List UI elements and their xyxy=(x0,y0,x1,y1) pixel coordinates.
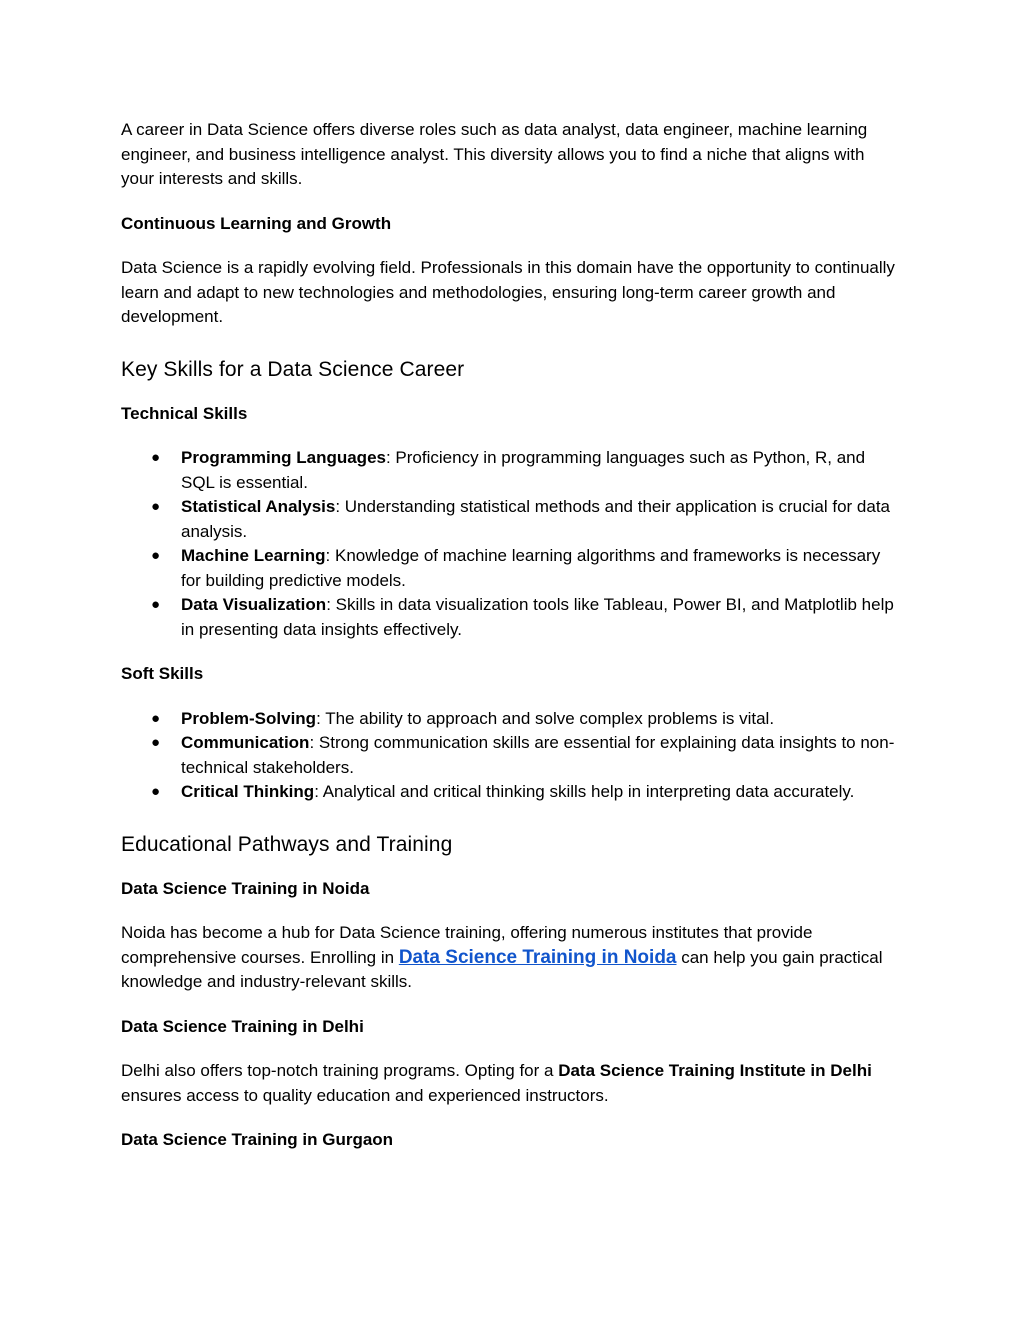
key-skills-heading: Key Skills for a Data Science Career xyxy=(121,357,465,381)
bullet-icon: ● xyxy=(151,734,161,751)
noida-training-heading: Data Science Training in Noida xyxy=(121,878,370,898)
bullet-icon: ● xyxy=(151,449,161,466)
skill-term: Machine Learning xyxy=(181,546,326,565)
delhi-training-paragraph xyxy=(121,1059,896,1108)
continuous-learning-heading: Continuous Learning and Growth xyxy=(121,213,392,233)
education-heading: Educational Pathways and Training xyxy=(121,832,453,856)
delhi-training-heading: Data Science Training in Delhi xyxy=(121,1016,364,1036)
gurgaon-training-heading: Data Science Training in Gurgaon xyxy=(121,1130,394,1149)
list-item xyxy=(121,593,896,642)
skill-description: : Strong communication skills are essential for explaining data insights to non-technical stakeholders. xyxy=(181,733,895,777)
delhi-text-before: Delhi also offers top-notch training programs. Opting for a xyxy=(121,1061,559,1080)
noida-training-link[interactable]: Data Science Training in Noida xyxy=(398,946,677,968)
skill-term: Critical Thinking xyxy=(181,782,315,801)
delhi-text-after: ensures access to quality education and experienced instructors. xyxy=(121,1085,609,1105)
skill-description: : Understanding statistical methods and their application is crucial for data analysis. xyxy=(181,497,891,541)
skill-description: : Knowledge of machine learning algorithms and frameworks is necessary for building predictive models. xyxy=(181,546,881,590)
delhi-institute-bold: Data Science Training Institute in Delhi xyxy=(558,1061,872,1080)
skill-description: : Analytical and critical thinking skills help in interpreting data accurately. xyxy=(314,782,855,801)
skill-term: Statistical Analysis xyxy=(181,497,336,516)
skill-term: Data Visualization xyxy=(181,595,327,614)
list-item xyxy=(121,495,896,544)
intro-paragraph: A career in Data Science offers diverse roles such as data analyst, data engineer, machine learning engineer, and business intelligence analyst. This diversity allows you to find a niche that aligns with your interests and skills. xyxy=(121,120,868,188)
list-item xyxy=(121,731,896,780)
continuous-learning-paragraph: Data Science is a rapidly evolving field. Professionals in this domain have the opportunity to continually learn and adapt to new technologies and methodologies, ensuring long-term career growth and development. xyxy=(121,258,895,326)
bullet-icon: ● xyxy=(151,783,161,800)
skill-description: : Proficiency in programming languages such as Python, R, and SQL is essential. xyxy=(181,448,866,492)
bullet-icon: ● xyxy=(151,709,161,727)
technical-skills-list xyxy=(121,446,896,642)
soft-skills-list xyxy=(121,707,896,805)
bullet-icon: ● xyxy=(151,596,161,613)
skill-description: : The ability to approach and solve complex problems is vital. xyxy=(316,708,775,728)
noida-text-after: can help you gain practical knowledge and industry-relevant skills. xyxy=(121,947,883,991)
skill-term: Communication xyxy=(181,733,310,752)
bullet-icon: ● xyxy=(151,498,161,515)
bullet-icon: ● xyxy=(151,547,161,564)
noida-text-before: Noida has become a hub for Data Science training, offering numerous institutes that provide comprehensive courses. Enrolling in xyxy=(121,923,813,967)
list-item xyxy=(121,544,896,593)
soft-skills-heading: Soft Skills xyxy=(121,664,204,683)
list-item xyxy=(121,707,896,732)
skill-description: : Skills in data visualization tools like Tableau, Power BI, and Matplotlib help in presenting data insights effectively. xyxy=(181,595,894,639)
noida-training-paragraph xyxy=(121,921,896,995)
skill-term: Problem-Solving xyxy=(181,708,317,728)
list-item xyxy=(121,446,896,495)
technical-skills-heading: Technical Skills xyxy=(121,403,248,423)
document-page xyxy=(121,118,896,1173)
skill-term: Programming Languages xyxy=(181,448,386,467)
list-item xyxy=(121,780,896,805)
